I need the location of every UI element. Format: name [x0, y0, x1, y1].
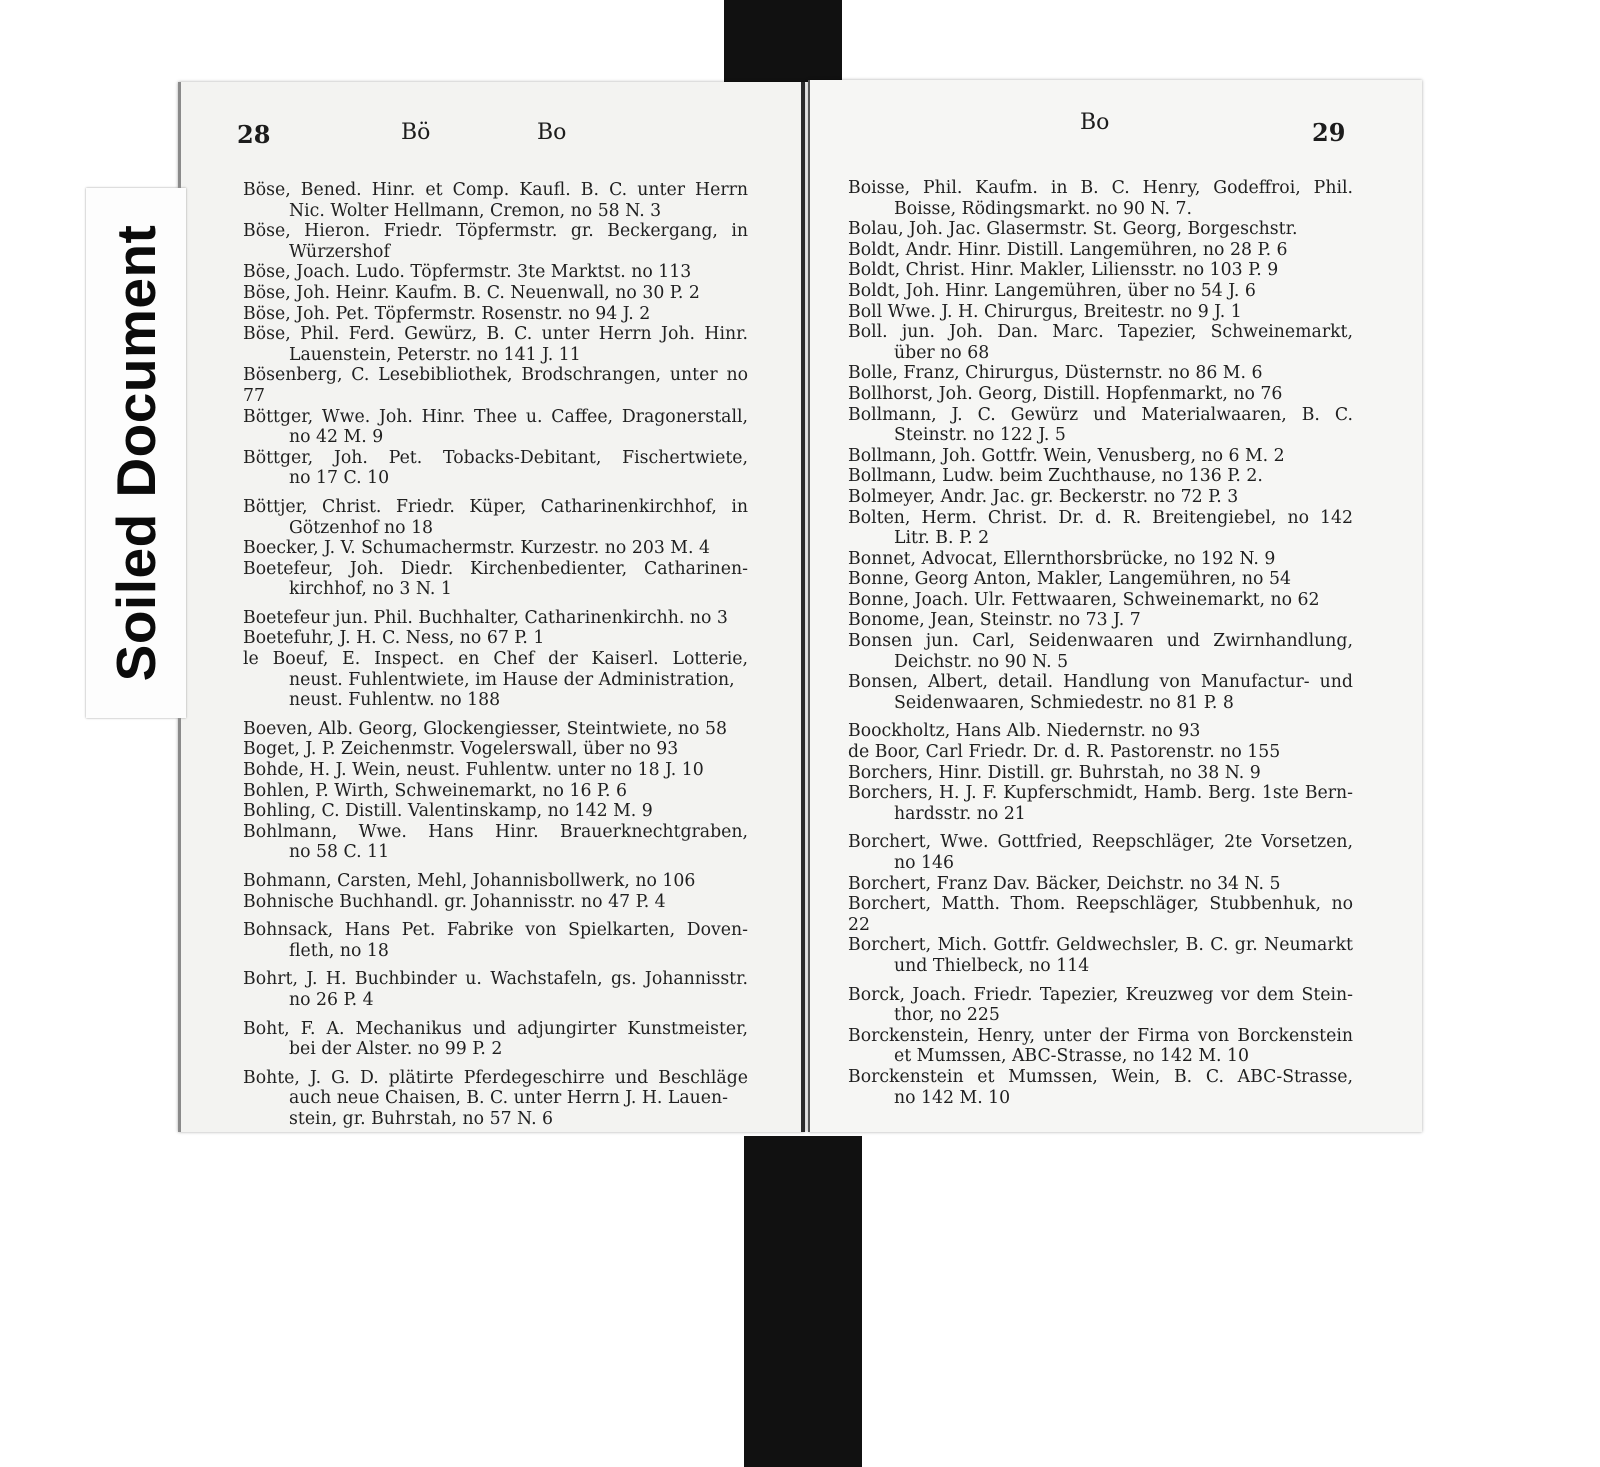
entry-line: Bollhorst, Joh. Georg, Distill. Hopfenmarkt, no 76 [848, 383, 1283, 404]
directory-entry [243, 1019, 748, 1060]
directory-entry [243, 801, 748, 822]
entry-line: Böse, Joach. Ludo. Töpfermstr. 3te Marktst. no 113 [243, 262, 692, 283]
entry-continuation-line: Nic. Wolter Hellmann, Cremon, no 58 N. 3 [289, 200, 662, 221]
entry-line: Böse, Bened. Hinr. et Comp. Kaufl. B. C. unter Herrn [243, 180, 748, 200]
entry-continuation-line: neust. Fuhlentwiete, im Hause der Administration, [289, 669, 735, 690]
directory-entry [848, 721, 1353, 742]
entry-continuation-line: thor, no 225 [894, 1005, 1000, 1026]
entry-line: Boeven, Alb. Georg, Glockengiesser, Steintwiete, no 58 [243, 718, 727, 739]
entry-line: Borchers, Hinr. Distill. gr. Buhrstah, no 38 N. 9 [848, 762, 1261, 783]
entry-continuation-line: Seidenwaaren, Schmiedestr. no 81 P. 8 [894, 692, 1234, 713]
entry-line: Bollmann, Ludw. beim Zuchthause, no 136 P. 2. [848, 466, 1263, 487]
directory-entry [243, 365, 748, 406]
soiled-document-stamp [86, 188, 186, 718]
entry-line: Boetefeur, Joh. Diedr. Kirchenbedienter, Catharinen- [243, 558, 748, 579]
directory-entry [848, 466, 1353, 487]
page-number-right: 29 [1312, 118, 1346, 147]
directory-entries-left [243, 180, 748, 1130]
entry-line: Bonnet, Advocat, Ellernthorsbrücke, no 192 N. 9 [848, 548, 1276, 569]
entry-continuation-line: no 146 [894, 853, 955, 873]
entry-line: Boecker, J. V. Schumachermstr. Kurzestr. no 203 M. 4 [243, 538, 710, 559]
entry-continuation-line: bei der Alster. no 99 P. 2 [289, 1039, 503, 1060]
directory-entry [243, 739, 748, 760]
entry-continuation-line: Würzershof [289, 241, 390, 262]
directory-entry [243, 448, 748, 489]
directory-entry [848, 363, 1353, 384]
directory-entry [848, 935, 1353, 976]
entry-continuation-line: Boisse, Rödingsmarkt. no 90 N. 7. [894, 198, 1192, 219]
entry-line: Borchert, Matth. Thom. Reepschläger, Stubbenhuk, no 22 [848, 894, 1353, 935]
directory-entry [848, 322, 1353, 363]
entry-line: Boll Wwe. J. H. Chirurgus, Breitestr. no 9 J. 1 [848, 301, 1242, 322]
directory-entry [848, 742, 1353, 763]
entry-continuation-line: kirchhof, no 3 N. 1 [289, 579, 452, 600]
directory-entry [243, 719, 748, 740]
entry-line: le Boeuf, E. Inspect. en Chef der Kaiserl. Lotterie, [243, 649, 748, 670]
entry-line: Bonsen, Albert, detail. Handlung von Manufactur- und [848, 672, 1353, 693]
entry-continuation-line: fleth, no 18 [289, 940, 389, 961]
entry-line: Böttger, Joh. Pet. Tobacks-Debitant, Fischertwiete, [243, 447, 748, 468]
entry-line: Böse, Joh. Pet. Töpfermstr. Rosenstr. no 94 J. 2 [243, 303, 651, 324]
scanner-bar-bottom [744, 1136, 862, 1467]
directory-entry [243, 608, 748, 629]
directory-entry [848, 783, 1353, 824]
entry-line: Boldt, Christ. Hinr. Makler, Liliensstr. no 103 P. 9 [848, 260, 1279, 281]
entry-line: Bolten, Herm. Christ. Dr. d. R. Breitengiebel, no 142 [848, 507, 1353, 528]
directory-entry [848, 508, 1353, 549]
entry-line: Borchert, Mich. Gottfr. Geldwechsler, B. C. gr. Neumarkt [848, 935, 1353, 956]
entry-line: Boetefeur jun. Phil. Buchhalter, Catharinenkirchh. no 3 [243, 607, 728, 628]
entry-line: Böse, Joh. Heinr. Kaufm. B. C. Neuenwall, no 30 P. 2 [243, 282, 700, 303]
directory-entry [243, 407, 748, 448]
entry-continuation-line: Steinstr. no 122 J. 5 [894, 425, 1066, 446]
directory-entry [243, 324, 748, 365]
directory-entry [243, 538, 748, 559]
entry-line: Borckenstein, Henry, unter der Firma von Borckenstein [848, 1025, 1353, 1046]
entry-line: Boetefuhr, J. H. C. Ness, no 67 P. 1 [243, 628, 545, 649]
directory-entry [848, 240, 1353, 261]
entry-line: de Boor, Carl Friedr. Dr. d. R. Pastorenstr. no 155 [848, 742, 1281, 763]
entry-line: Bonome, Jean, Steinstr. no 73 J. 7 [848, 610, 1141, 631]
directory-entry [848, 260, 1353, 281]
entry-line: Bohling, C. Distill. Valentinskamp, no 142 M. 9 [243, 801, 653, 822]
directory-entries-right [848, 178, 1353, 1108]
directory-entry [848, 178, 1353, 219]
entry-line: Bonne, Georg Anton, Makler, Langemühren, no 54 [848, 569, 1291, 590]
entry-continuation-line: Lauenstein, Peterstr. no 141 J. 11 [289, 344, 581, 365]
entry-line: Boockholtz, Hans Alb. Niedernstr. no 93 [848, 721, 1201, 742]
directory-entry [243, 262, 748, 283]
entry-line: Boget, J. P. Zeichenmstr. Vogelerswall, über no 93 [243, 739, 679, 760]
scanner-bar-top [724, 0, 842, 82]
entry-line: Böttger, Wwe. Joh. Hinr. Thee u. Caffee, Dragonerstall, [243, 406, 748, 427]
entry-line: Böse, Phil. Ferd. Gewürz, B. C. unter Herrn Joh. Hinr. [243, 324, 748, 345]
entry-line: Bohrt, J. H. Buchbinder u. Wachstafeln, gs. Johannisstr. [243, 969, 748, 990]
directory-entry [243, 781, 748, 802]
directory-entry [243, 892, 748, 913]
entry-line: Bösenberg, C. Lesebibliothek, Brodschrangen, unter no 77 [243, 365, 748, 406]
entry-line: Borchert, Franz Dav. Bäcker, Deichstr. no 34 N. 5 [848, 873, 1281, 894]
entry-line: Boisse, Phil. Kaufm. in B. C. Henry, Godeffroi, Phil. [848, 178, 1353, 198]
directory-entry [848, 549, 1353, 570]
entry-line: Bonne, Joach. Ulr. Fettwaaren, Schweinemarkt, no 62 [848, 589, 1320, 610]
directory-entry [848, 1067, 1353, 1108]
page-number-left: 28 [237, 120, 271, 149]
running-header-left-2: Bo [537, 120, 567, 145]
directory-entry [848, 610, 1353, 631]
entry-line: Borckenstein et Mumssen, Wein, B. C. ABC-Strasse, [848, 1066, 1353, 1087]
directory-entry [243, 283, 748, 304]
directory-entry [243, 649, 748, 711]
entry-line: Borchers, H. J. F. Kupferschmidt, Hamb. Berg. 1ste Bern- [848, 783, 1353, 804]
directory-entry [848, 281, 1353, 302]
entry-continuation-line: hardsstr. no 21 [894, 803, 1026, 824]
entry-line: Boldt, Andr. Hinr. Distill. Langemühren, no 28 P. 6 [848, 239, 1288, 260]
directory-entry [848, 405, 1353, 446]
entry-line: Bohte, J. G. D. plätirte Pferdegeschirre und Beschläge [243, 1067, 748, 1088]
directory-entry [848, 1026, 1353, 1067]
entry-continuation-line: auch neue Chaisen, B. C. unter Herrn J. H. Lauen- [289, 1088, 728, 1109]
entry-continuation-line: no 17 C. 10 [289, 468, 390, 489]
directory-entry [243, 221, 748, 262]
directory-entry [848, 631, 1353, 672]
entry-line: Bohde, H. J. Wein, neust. Fuhlentw. unter no 18 J. 10 [243, 760, 704, 781]
directory-entry [848, 763, 1353, 784]
entry-continuation-line: no 142 M. 10 [894, 1087, 1011, 1108]
running-header-right: Bo [1080, 110, 1110, 135]
entry-continuation-line: neust. Fuhlentw. no 188 [289, 690, 501, 711]
entry-line: Bonsen jun. Carl, Seidenwaaren und Zwirnhandlung, [848, 631, 1353, 652]
entry-line: Bollmann, Joh. Gottfr. Wein, Venusberg, no 6 M. 2 [848, 445, 1285, 466]
entry-line: Bolle, Franz, Chirurgus, Düsternstr. no 86 M. 6 [848, 363, 1263, 384]
directory-entry [848, 832, 1353, 873]
entry-continuation-line: no 26 P. 4 [289, 989, 374, 1010]
directory-entry [848, 446, 1353, 467]
entry-line: Bohmann, Carsten, Mehl, Johannisbollwerk, no 106 [243, 871, 696, 891]
directory-entry [848, 302, 1353, 323]
directory-entry [848, 985, 1353, 1026]
entry-line: Borck, Joach. Friedr. Tapezier, Kreuzweg vor dem Stein- [848, 984, 1353, 1005]
directory-entry [243, 304, 748, 325]
directory-entry [243, 969, 748, 1010]
entry-line: Bolau, Joh. Jac. Glasermstr. St. Georg, Borgeschstr. [848, 219, 1298, 240]
entry-continuation-line: Götzenhof no 18 [289, 517, 434, 538]
stamp-label: Soiled Document [105, 224, 167, 682]
entry-continuation-line: et Mumssen, ABC-Strasse, no 142 M. 10 [894, 1046, 1249, 1067]
left-page [178, 82, 805, 1132]
directory-entry [848, 384, 1353, 405]
running-header-left-1: Bö [401, 120, 431, 145]
directory-entry [243, 559, 748, 600]
directory-entry [848, 487, 1353, 508]
entry-continuation-line: und Thielbeck, no 114 [894, 955, 1090, 976]
entry-line: Bohnsack, Hans Pet. Fabrike von Spielkarten, Doven- [243, 920, 748, 941]
directory-entry [243, 497, 748, 538]
entry-line: Bohlmann, Wwe. Hans Hinr. Brauerknechtgraben, [243, 821, 748, 842]
directory-entry [848, 894, 1353, 935]
entry-continuation-line: Deichstr. no 90 N. 5 [894, 651, 1069, 672]
entry-continuation-line: no 58 C. 11 [289, 842, 390, 863]
entry-continuation-line: über no 68 [894, 342, 990, 363]
directory-entry [243, 871, 748, 892]
entry-line: Bohlen, P. Wirth, Schweinemarkt, no 16 P. 6 [243, 780, 628, 801]
directory-entry [848, 219, 1353, 240]
directory-entry [848, 590, 1353, 611]
entry-continuation-line: no 42 M. 9 [289, 427, 384, 448]
directory-entry [243, 628, 748, 649]
entry-line: Böse, Hieron. Friedr. Töpfermstr. gr. Beckergang, in [243, 221, 748, 242]
entry-line: Boll. jun. Joh. Dan. Marc. Tapezier, Schweinemarkt, [848, 322, 1353, 343]
directory-entry [243, 1068, 748, 1130]
entry-line: Böttjer, Christ. Friedr. Küper, Catharinenkirchhof, in [243, 496, 748, 517]
entry-line: Boldt, Joh. Hinr. Langemühren, über no 54 J. 6 [848, 280, 1256, 301]
directory-entry [848, 569, 1353, 590]
entry-continuation-line: stein, gr. Buhrstah, no 57 N. 6 [289, 1108, 554, 1129]
entry-line: Bollmann, J. C. Gewürz und Materialwaaren, B. C. [848, 404, 1353, 425]
right-page [808, 80, 1422, 1132]
entry-line: Borchert, Wwe. Gottfried, Reepschläger, 2te Vorsetzen, [848, 832, 1353, 853]
directory-entry [243, 920, 748, 961]
directory-entry [243, 180, 748, 221]
directory-entry [848, 672, 1353, 713]
entry-line: Bolmeyer, Andr. Jac. gr. Beckerstr. no 72 P. 3 [848, 486, 1239, 507]
entry-continuation-line: Litr. B. P. 2 [894, 528, 990, 549]
directory-entry [243, 822, 748, 863]
entry-line: Bohnische Buchhandl. gr. Johannisstr. no 47 P. 4 [243, 891, 666, 912]
directory-entry [243, 760, 748, 781]
directory-entry [848, 874, 1353, 895]
entry-line: Boht, F. A. Mechanikus und adjungirter Kunstmeister, [243, 1018, 748, 1039]
